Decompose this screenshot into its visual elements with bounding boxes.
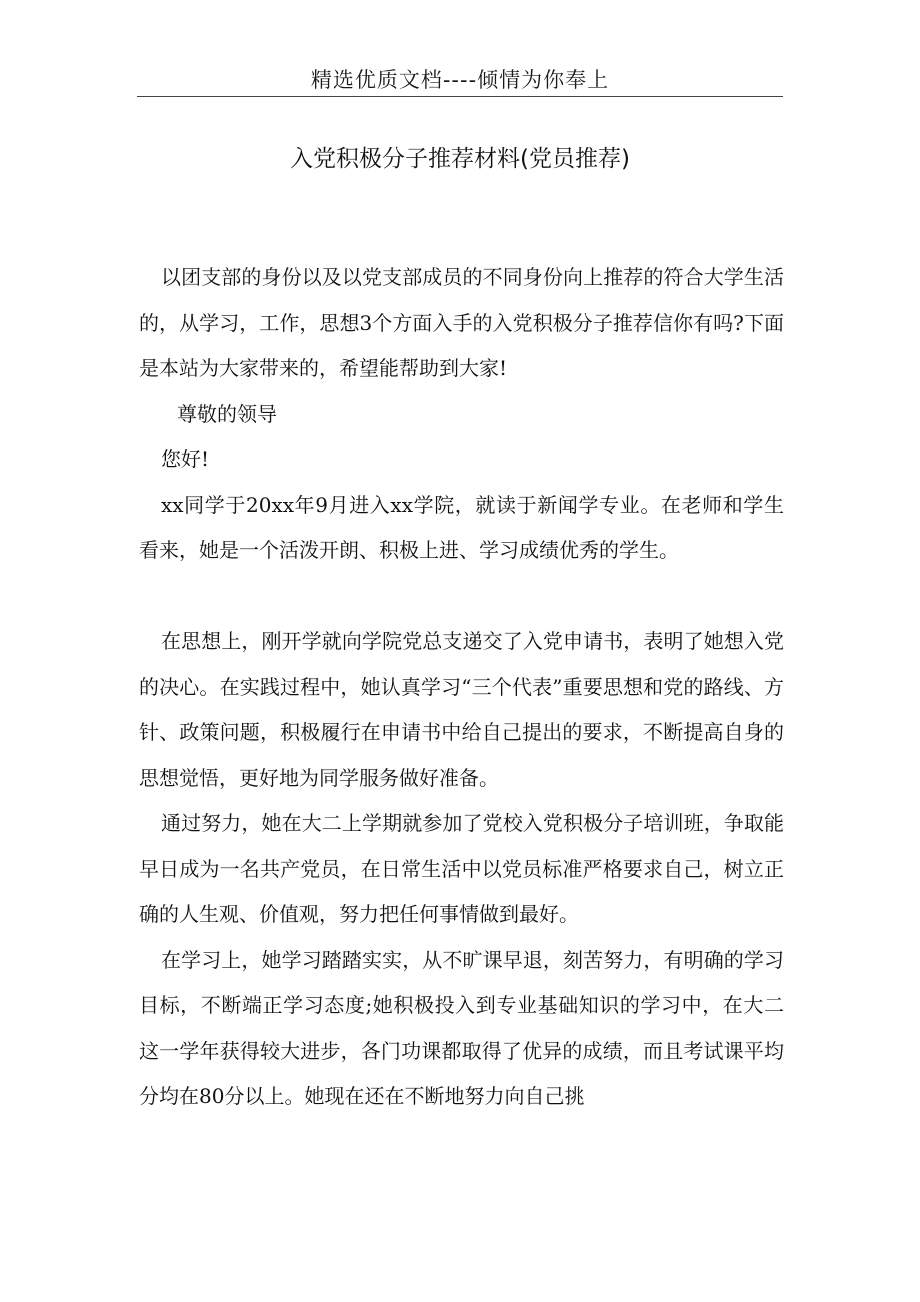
paragraph-study: 在学习上，她学习踏踏实实，从不旷课早退，刻苦努力，有明确的学习目标，不断端正学习态度;她积极投入到专业基础知识的学习中，在大二这一学年获得较大进步，各门功课都取得了优异的成绩，而且考试课平均分均在80分以上。她现在还在不断地努力向自己挑: [139, 947, 784, 1108]
page-header-text: 精选优质文档----倾情为你奉上: [310, 68, 610, 92]
document-title: 入党积极分子推荐材料(党员推荐): [290, 146, 630, 172]
greeting: 您好!: [161, 447, 210, 471]
paragraph-student-intro: xx同学于20xx年9月进入xx学院，就读于新闻学专业。在老师和学生看来，她是一个活泼开朗、积极上进、学习成绩优秀的学生。: [139, 492, 784, 562]
intro-paragraph: 以团支部的身份以及以党支部成员的不同身份向上推荐的符合大学生活的，从学习，工作，思想3个方面入手的入党积极分子推荐信你有吗?下面是本站为大家带来的，希望能帮助到大家!: [139, 265, 784, 380]
salutation: 尊敬的领导: [177, 401, 277, 426]
paragraph-ideology: 在思想上，刚开学就向学院党总支递交了入党申请书，表明了她想入党的决心。在实践过程中，她认真学习“三个代表”重要思想和党的路线、方针、政策问题，积极履行在申请书中给自己提出的要求，不断提高自身的思想觉悟，更好地为同学服务做好准备。: [139, 629, 784, 790]
header-divider: [137, 96, 783, 97]
paragraph-effort: 通过努力，她在大二上学期就参加了党校入党积极分子培训班，争取能早日成为一名共产党员，在日常生活中以党员标准严格要求自己，树立正确的人生观、价值观，努力把任何事情做到最好。: [139, 811, 784, 926]
document-body: [139, 255, 784, 1120]
